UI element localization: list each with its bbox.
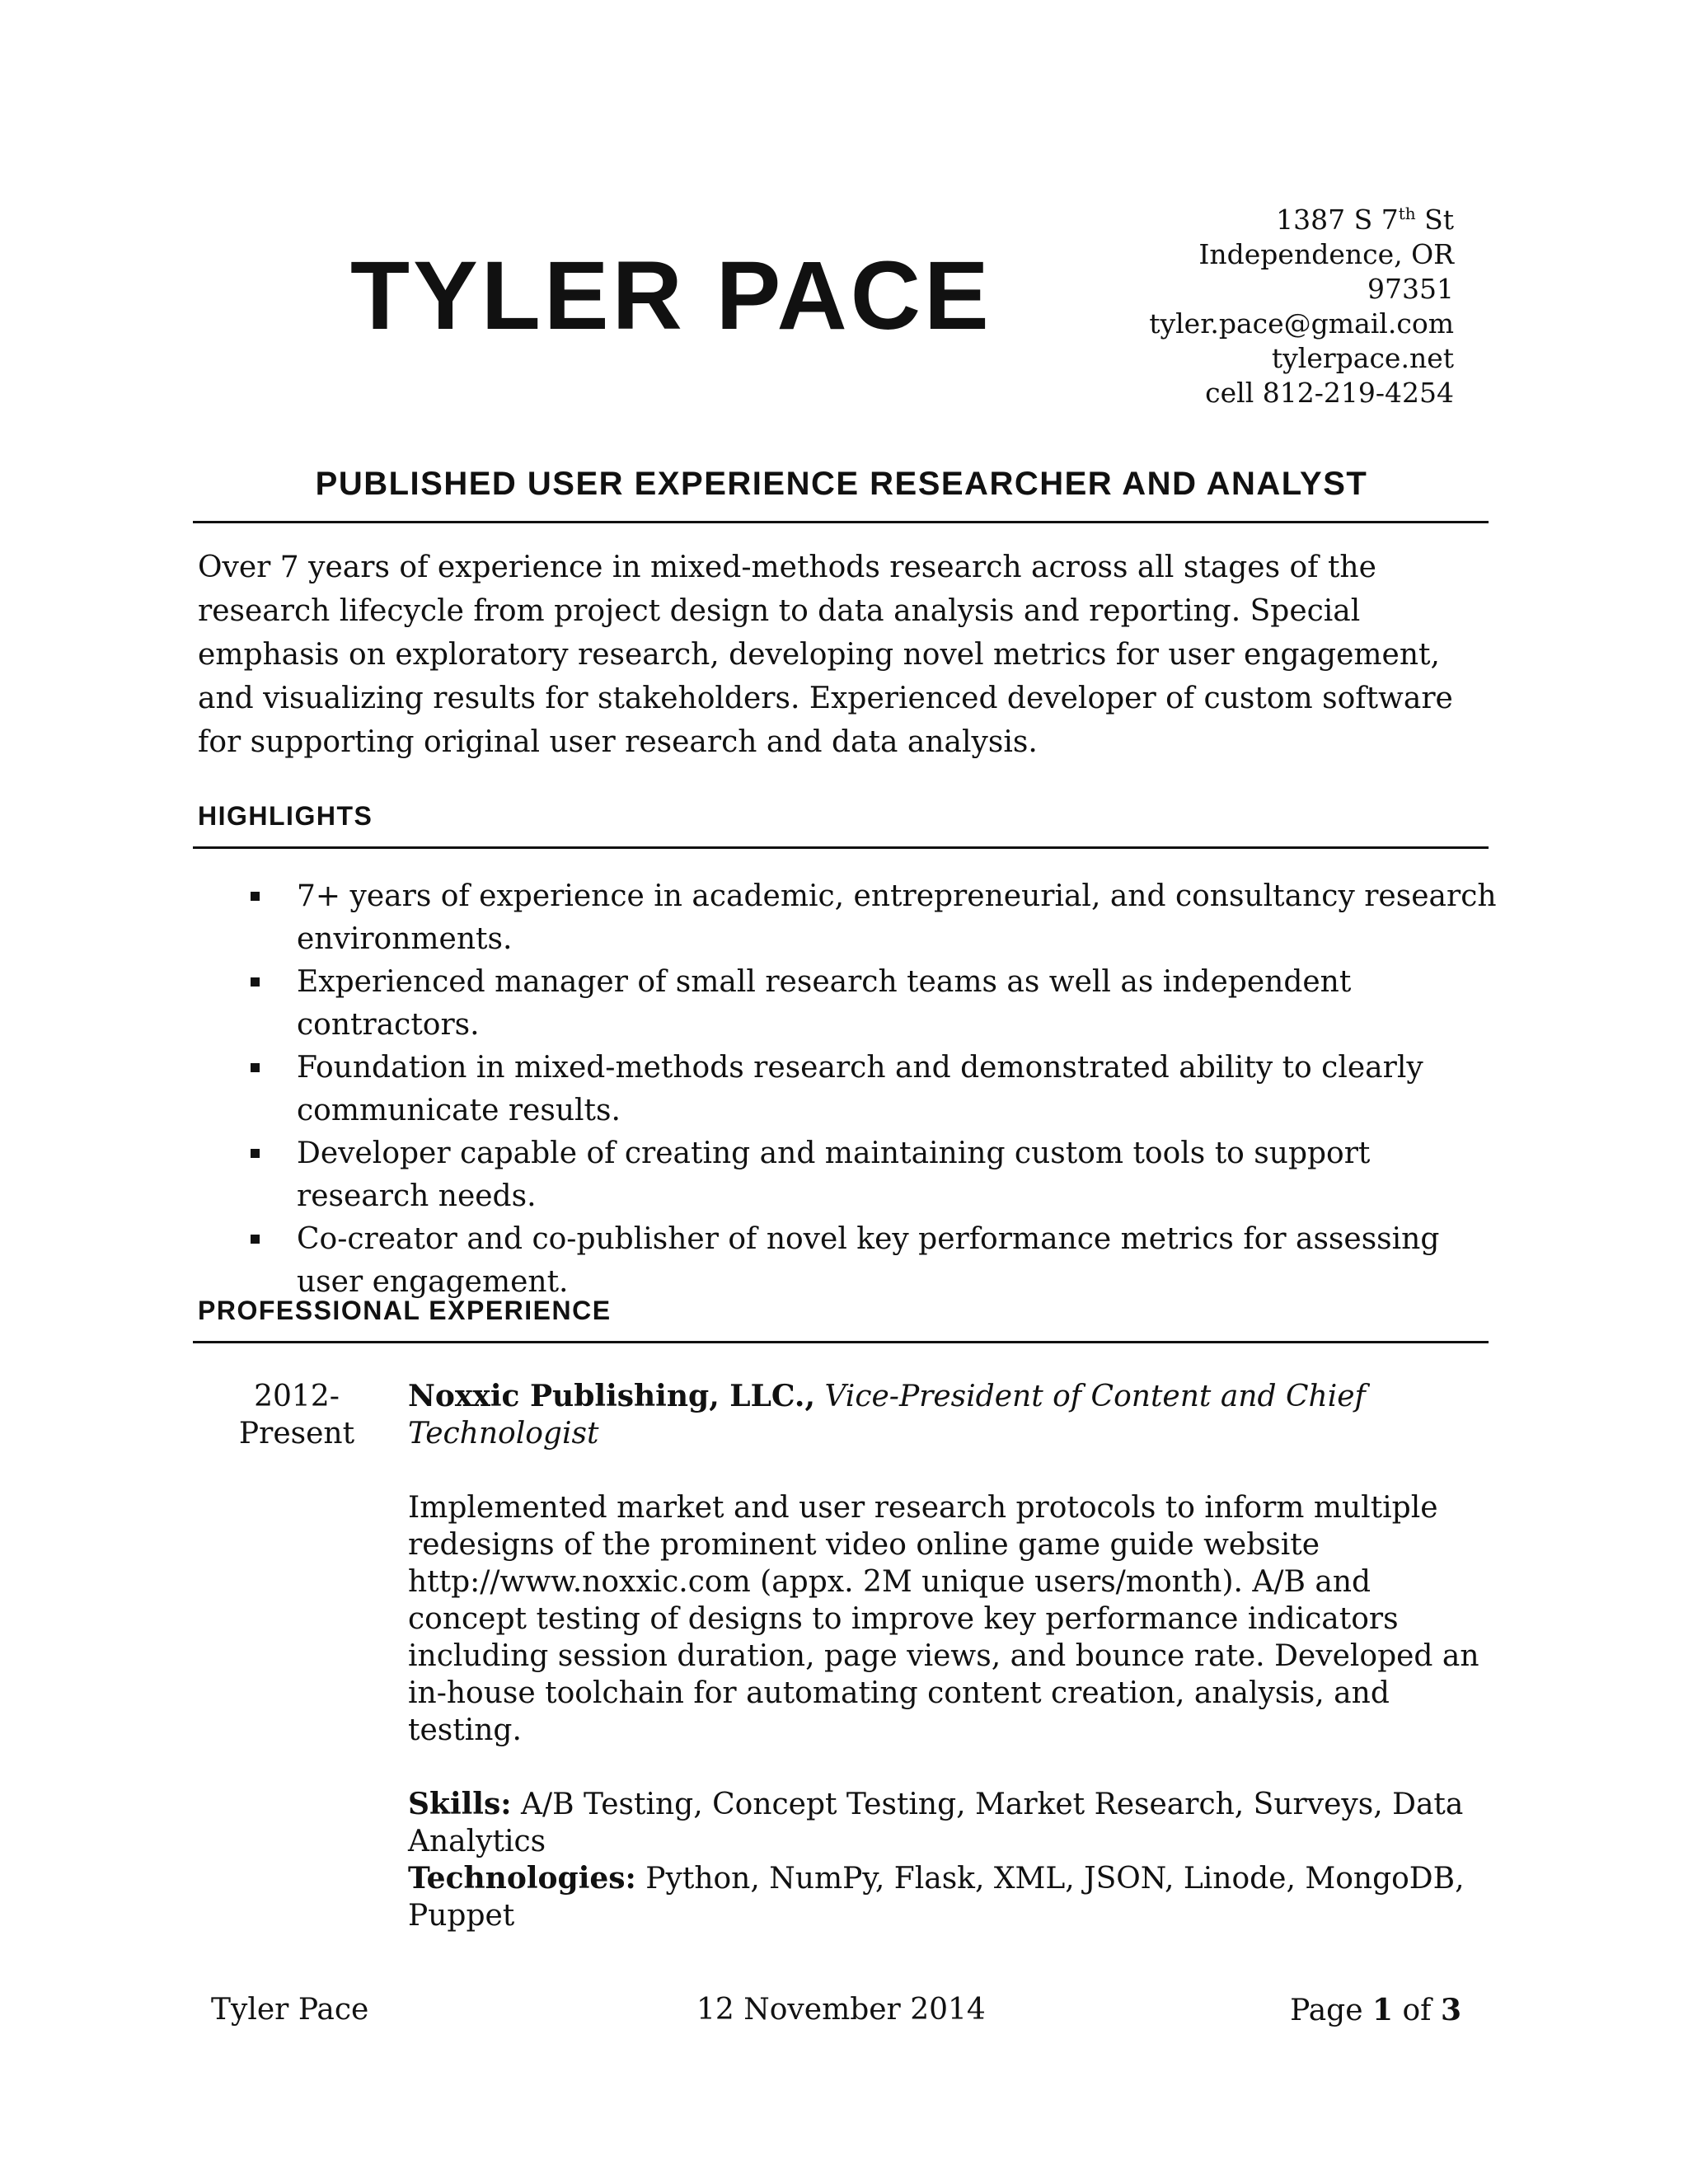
job-role: Vice-President of Content and Chief Technologist: [408, 1380, 1366, 1451]
bullet-icon: [251, 977, 260, 987]
skills-text: A/B Testing, Concept Testing, Market Research, Surveys, Data Analytics: [408, 1788, 1464, 1858]
job-technologies: [408, 1860, 1488, 1934]
summary-paragraph: Over 7 years of experience in mixed-methods research across all stages of the research lifecycle from project design to data analysis and reporting. Special emphasis on exploratory research, developing novel metrics for user engagement, and visualizing results for stakeholders. Experienced developer of custom software for supporting original user research and data analysis.: [198, 551, 1453, 759]
highlight-text: Co-creator and co-publisher of novel key performance metrics for assessing user engagement.: [297, 1222, 1440, 1299]
address-street: St: [1415, 204, 1454, 236]
professional-headline: PUBLISHED USER EXPERIENCE RESEARCHER AND ANALYST: [315, 466, 1368, 502]
page-current: 1: [1372, 1993, 1394, 2027]
city-state: Independence, OR: [1198, 238, 1454, 270]
highlights-heading: HIGHLIGHTS: [198, 801, 373, 831]
technologies-text: Python, NumPy, Flask, XML, JSON, Linode, MongoDB, Puppet: [408, 1862, 1465, 1933]
job-date-start: 2012-: [254, 1380, 340, 1413]
list-item: [247, 875, 1508, 961]
bullet-icon: [251, 892, 260, 901]
zip-code: 97351: [1367, 273, 1454, 305]
bullet-icon: [251, 1149, 260, 1158]
technologies-label: Technologies:: [408, 1861, 636, 1896]
highlight-text: Developer capable of creating and maintaining custom tools to support research needs.: [297, 1137, 1371, 1213]
highlights-divider: [193, 846, 1489, 849]
page-of: of: [1402, 1994, 1432, 2027]
bullet-icon: [251, 1063, 260, 1072]
page-total: 3: [1440, 1993, 1461, 2027]
job-date-end: Present: [238, 1417, 355, 1451]
highlights-list: [247, 875, 1508, 1304]
highlight-text: Experienced manager of small research teams as well as independent contractors.: [297, 965, 1352, 1042]
list-item: [247, 1132, 1508, 1218]
skills-label: Skills:: [408, 1787, 512, 1821]
list-item: [247, 1047, 1508, 1132]
job-title-line: [408, 1378, 1488, 1452]
job-skills: [408, 1786, 1488, 1860]
email: tyler.pace@gmail.com: [1149, 307, 1454, 340]
address-line: [1149, 196, 1454, 237]
job-entry: [408, 1378, 1488, 1934]
contact-block: [1149, 196, 1454, 410]
website: tylerpace.net: [1271, 342, 1454, 374]
highlight-text: 7+ years of experience in academic, entrepreneurial, and consultancy research environments.: [297, 879, 1497, 956]
footer-date: 12 November 2014: [696, 1993, 986, 2027]
job-dates: [231, 1378, 363, 1452]
address-ordinal: th: [1398, 204, 1416, 223]
headline-divider: [193, 521, 1489, 523]
job-description: Implemented market and user research protocols to inform multiple redesigns of the prominent video online game guide website http://www.noxxic.com (appx. 2M unique users/month). A/B and concept testing of designs to improve key performance indicators including session duration, page views, and bounce rate. Developed an in-house toolchain for automating content creation, analysis, and testing.: [408, 1491, 1479, 1747]
job-company: Noxxic Publishing, LLC.,: [408, 1379, 815, 1413]
phone: cell 812-219-4254: [1205, 377, 1454, 409]
experience-divider: [193, 1341, 1489, 1343]
bullet-icon: [251, 1235, 260, 1244]
page-label: Page: [1290, 1994, 1363, 2027]
list-item: [247, 1218, 1508, 1304]
list-item: [247, 961, 1508, 1047]
resume-name: TYLER PACE: [350, 241, 992, 350]
experience-heading: PROFESSIONAL EXPERIENCE: [198, 1296, 612, 1325]
address-number: 1387 S 7: [1276, 204, 1399, 236]
footer-page-number: [1290, 1993, 1461, 2027]
footer-name: Tyler Pace: [211, 1993, 369, 2027]
highlight-text: Foundation in mixed-methods research and demonstrated ability to clearly communicate results.: [297, 1051, 1423, 1127]
